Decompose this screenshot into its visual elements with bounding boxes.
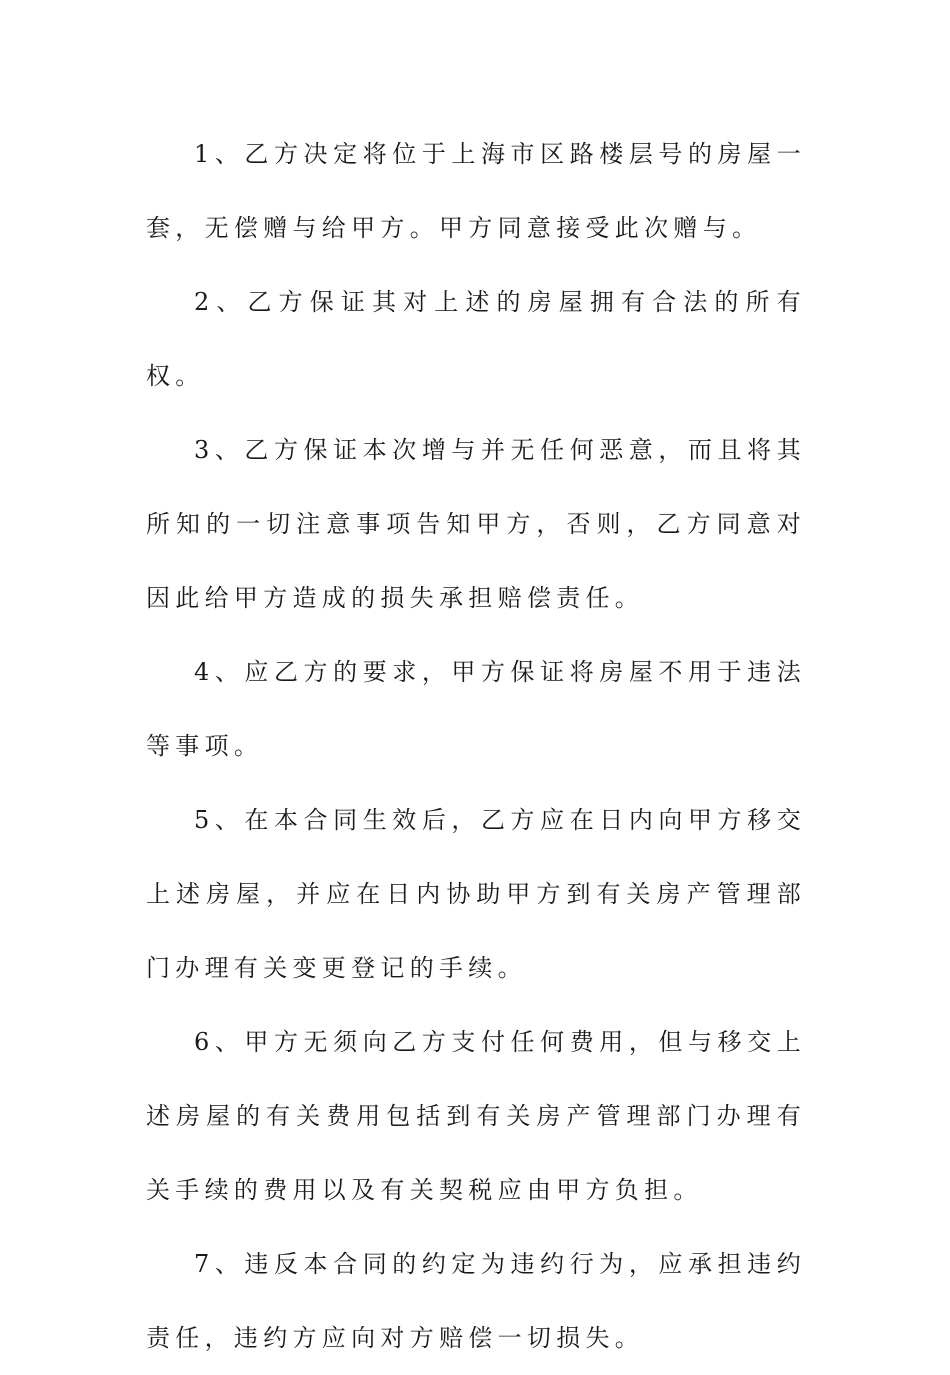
clause-5: 5、在本合同生效后，乙方应在日内向甲方移交上述房屋，并应在日内协助甲方到有关房产管理部门办理有关变更登记的手续。 [146, 806, 806, 982]
clause-3: 3、乙方保证本次增与并无任何恶意，而且将其所知的一切注意事项告知甲方，否则，乙方同意对因此给甲方造成的损失承担赔偿责任。 [146, 436, 806, 612]
clause-1: 1、乙方决定将位于上海市区路楼层号的房屋一套，无偿赠与给甲方。甲方同意接受此次赠与。 [146, 140, 806, 242]
clause-2: 2、乙方保证其对上述的房屋拥有合法的所有权。 [146, 288, 806, 390]
clause-7: 7、违反本合同的约定为违约行为，应承担违约责任，违约方应向对方赔偿一切损失。 [146, 1250, 806, 1352]
clause-6: 6、甲方无须向乙方支付任何费用，但与移交上述房屋的有关费用包括到有关房产管理部门办理有关手续的费用以及有关契税应由甲方负担。 [146, 1028, 806, 1204]
clause-4: 4、应乙方的要求，甲方保证将房屋不用于违法等事项。 [146, 658, 806, 760]
document-body [146, 117, 806, 1375]
